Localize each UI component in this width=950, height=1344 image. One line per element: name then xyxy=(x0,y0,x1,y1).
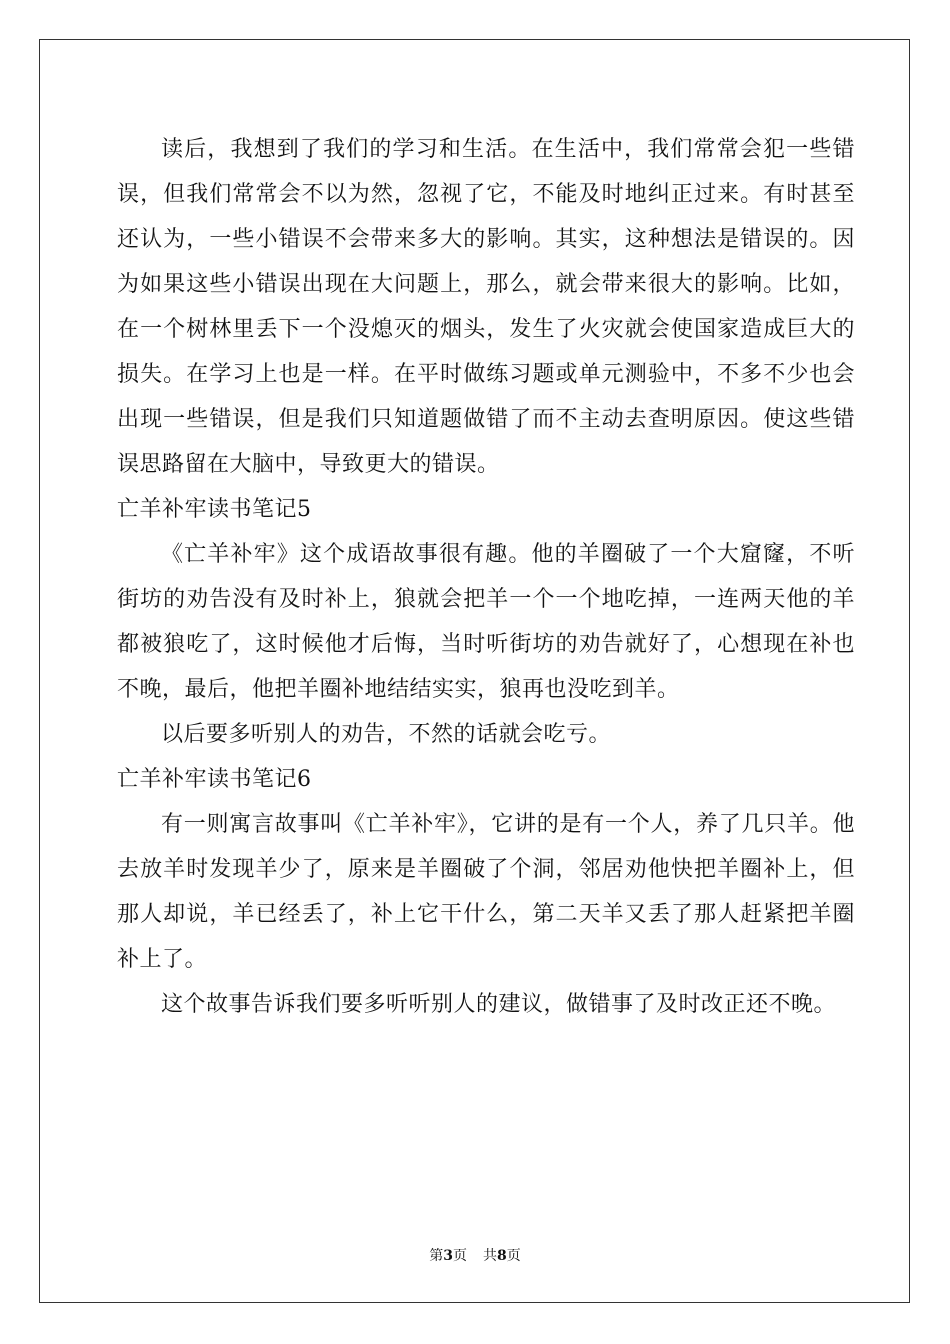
total-prefix: 共 xyxy=(483,1248,497,1264)
page-suffix: 页 xyxy=(453,1248,467,1264)
paragraph-lesson-5: 以后要多听别人的劝告，不然的话就会吃亏。 xyxy=(161,722,612,747)
page-prefix: 第 xyxy=(429,1248,444,1264)
total-pages: 8 xyxy=(497,1248,507,1264)
section-heading-5: 亡羊补牢读书笔记5 xyxy=(117,497,312,522)
page-number: 3 xyxy=(443,1248,453,1264)
paragraph-story-6: 有一则寓言故事叫《亡羊补牢》，它讲的是有一个人，养了几只羊。他去放羊时发现羊少了，原来是羊圈破了个洞，邻居劝他快把羊圈补上，但那人却说，羊已经丢了，补上它干什么，第二天羊又丢了那人赶紧把羊圈补上了。 xyxy=(117,812,855,972)
document-body xyxy=(117,127,855,1027)
paragraph-lesson-6: 这个故事告诉我们要多听听别人的建议，做错事了及时改正还不晚。 xyxy=(161,992,837,1017)
page-footer xyxy=(0,1246,950,1266)
total-suffix: 页 xyxy=(506,1248,521,1264)
section-heading-6: 亡羊补牢读书笔记6 xyxy=(117,767,312,792)
paragraph-story-5: 《亡羊补牢》这个成语故事很有趣。他的羊圈破了一个大窟窿，不听街坊的劝告没有及时补上，狼就会把羊一个一个地吃掉，一连两天他的羊都被狼吃了，这时候他才后悔，当时听街坊的劝告就好了，心想现在补也不晚，最后，他把羊圈补地结结实实，狼再也没吃到羊。 xyxy=(117,542,855,702)
paragraph-reflection: 读后，我想到了我们的学习和生活。在生活中，我们常常会犯一些错误，但我们常常会不以为然，忽视了它，不能及时地纠正过来。有时甚至还认为，一些小错误不会带来多大的影响。其实，这种想法是错误的。因为如果这些小错误出现在大问题上，那么，就会带来很大的影响。比如，在一个树林里丢下一个没熄灭的烟头，发生了火灾就会使国家造成巨大的损失。在学习上也是一样。在平时做练习题或单元测验中，不多不少也会出现一些错误，但是我们只知道题做错了而不主动去查明原因。使这些错误思路留在大脑中，导致更大的错误。 xyxy=(117,137,855,477)
